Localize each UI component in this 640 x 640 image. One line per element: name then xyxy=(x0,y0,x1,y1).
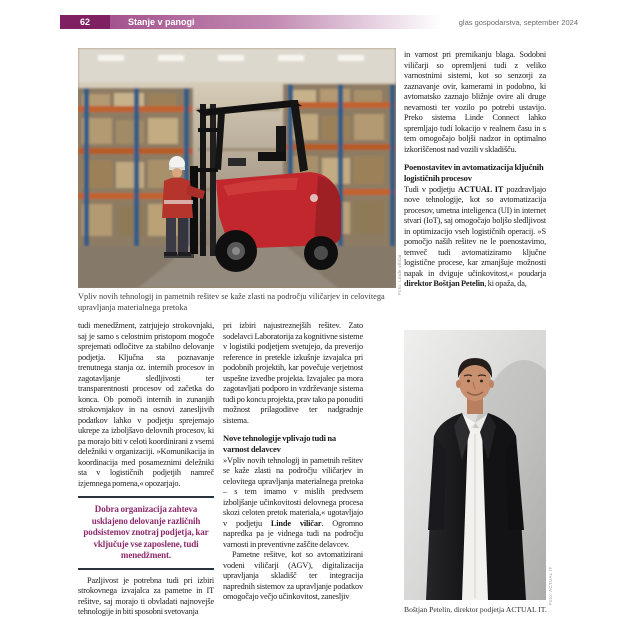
col3-p2-text-mid: pozdravljajo nove tehnologije, kot so avtomatizacija procesov, umetna inteligenca (UI) in internet stvari (IoT), saj omogočajo boljšo sledljivost in optimizacijo vseh logističnih operacij. »S pomočjo naših rešitev ne le poenostavimo, temveč tudi avtomatiziramo ključne logistične procese, kar zmanjšuje možnosti napak in dviguje učinkovitost,« poudarja xyxy=(404,184,546,278)
col3-p2-text: Tudi v podjetju xyxy=(404,184,459,194)
col1-paragraph-2: Pazljivost je potrebna tudi pri izbiri strokovnega izvajalca za pametne in IT rešitve, saj morajo ti obvladati najnovejše tehnologije in biti sposobni svetovanja xyxy=(78,575,214,616)
col2-paragraph-3: Pametne rešitve, kot so avtomatizirani vodeni viličarji (AGV), digitalizacija upravljanja skladišč ter integracija naprednih sistemov za upravljanje podatkov omogočajo večjo učinkovitost, zanesljiv xyxy=(223,550,363,602)
col3-paragraph-2 xyxy=(404,185,546,290)
col1-paragraph-1: tudi menedžment, zatrjujejo strokovnjaki, saj je samo s celostnim pristopom mogoče sprejemati odločitve za stabilno delovanje podjetja. Ključna sta poznavanje trenutnega stanja oz. internih procesov in zagotavljanje sledljivosti ter transparentnosti procesov od začetka do konca. Ob pomoči internih in zunanjih strokovnjakov in na osnovi zanesljivih podatkov lahko v podjetju sprejemajo ukrepe za izboljšavo delovnih procesov, ki pa morajo biti v celoti koordinirani z vsemi deležniki v organizaciji. »Komunikacija in koordinacija med posameznimi deležniki sta v logističnih podjetjih namreč izjemnega pomena,« opozarjajo. xyxy=(78,321,214,488)
director-name: direktor Boštjan Petelin xyxy=(404,279,485,289)
page-number-badge: 62 xyxy=(60,15,110,29)
col2-subheading: Nove tehnologije vplivajo tudi na varnost delavcev xyxy=(223,433,337,454)
photo-credit: Foto: Linde viličar xyxy=(397,254,402,295)
col3-p2-text-end: , ki opaža, da, xyxy=(484,279,527,289)
col2-paragraph-1: pri izbiri najustreznejših rešitev. Zato sodelavci Laboratorija za kognitivne sisteme v logistiki podjetjem svetujejo, da preverijo reference in pretekle izkušnje izvajalca pri podobnih projektih, kar povečuje verjetnost uspešne izvedbe projekta. Izvajalec pa mora zagotavljati podporo in vzdrževanje sistema tudi po koncu projekta, prav tako pa ponuditi možnost prilagoditve ter nadgradnje sistema. xyxy=(223,321,363,425)
col3-paragraph-1: in varnost pri premikanju blaga. Sodobni viličarji so opremljeni tudi z veliko varnostnimi sistemi, kot so senzorji za zaznavanje ovir, kamerami in podobno, ki avtomatsko zaznajo bližnje ovire ali druge nevarnosti ter vozilo po potrebi ustavijo. Preko sistema Linde Connect lahko spremljajo tudi lokacijo v realnem času in s tem omogočajo boljši nadzor in optimalno izkoriščenost nad vozili v skladišču. xyxy=(404,50,546,154)
col2-p2-text: »Vpliv novih tehnologij in pametnih rešitev se kaže zlasti na področju viličarjev in celovitega upravljanja materialnega pretoka – s tem imamo v mislih predvsem izboljšanje učinkovitosti delovnega procesa skozi celoten pretok materiala,« ugotavljajo v podjetju xyxy=(223,455,363,528)
section-tag-label: Stanje v panogi xyxy=(128,17,195,27)
portrait-caption: Boštjan Petelin, direktor podjetja ACTUAL IT. xyxy=(404,605,547,614)
text-column-1 xyxy=(78,321,214,632)
text-column-3 xyxy=(404,50,546,326)
company-name-actual-it: ACTUAL IT xyxy=(458,184,504,194)
warehouse-photo xyxy=(78,48,396,288)
col2-paragraph-2 xyxy=(223,456,363,551)
pull-quote: Dobra organizacija zahteva usklajeno delovanje različnih podsistemov znotraj podjetja, kar vključuje vse zaposlene, tudi menedžment. xyxy=(78,496,214,570)
issue-title: glas gospodarstva, september 2024 xyxy=(458,17,578,27)
company-name-linde: Linde viličar xyxy=(270,518,322,528)
col2-p2-text-end: . Ogromno napredka pa je vidnega tudi na področju varnosti in preventivne zaščite delavcev. xyxy=(223,518,363,549)
text-column-2 xyxy=(223,321,363,632)
portrait-photo xyxy=(404,330,546,600)
col3-subheading: Poenostavitev in avtomatizacija ključnih logističnih procesov xyxy=(404,162,544,183)
portrait-credit: Foto: ACTUAL IT xyxy=(548,566,553,605)
photo-caption: Vpliv novih tehnologij in pametnih rešitev se kaže zlasti na področju viličarjev in celovitega upravljanja materialnega pretoka xyxy=(78,292,385,312)
